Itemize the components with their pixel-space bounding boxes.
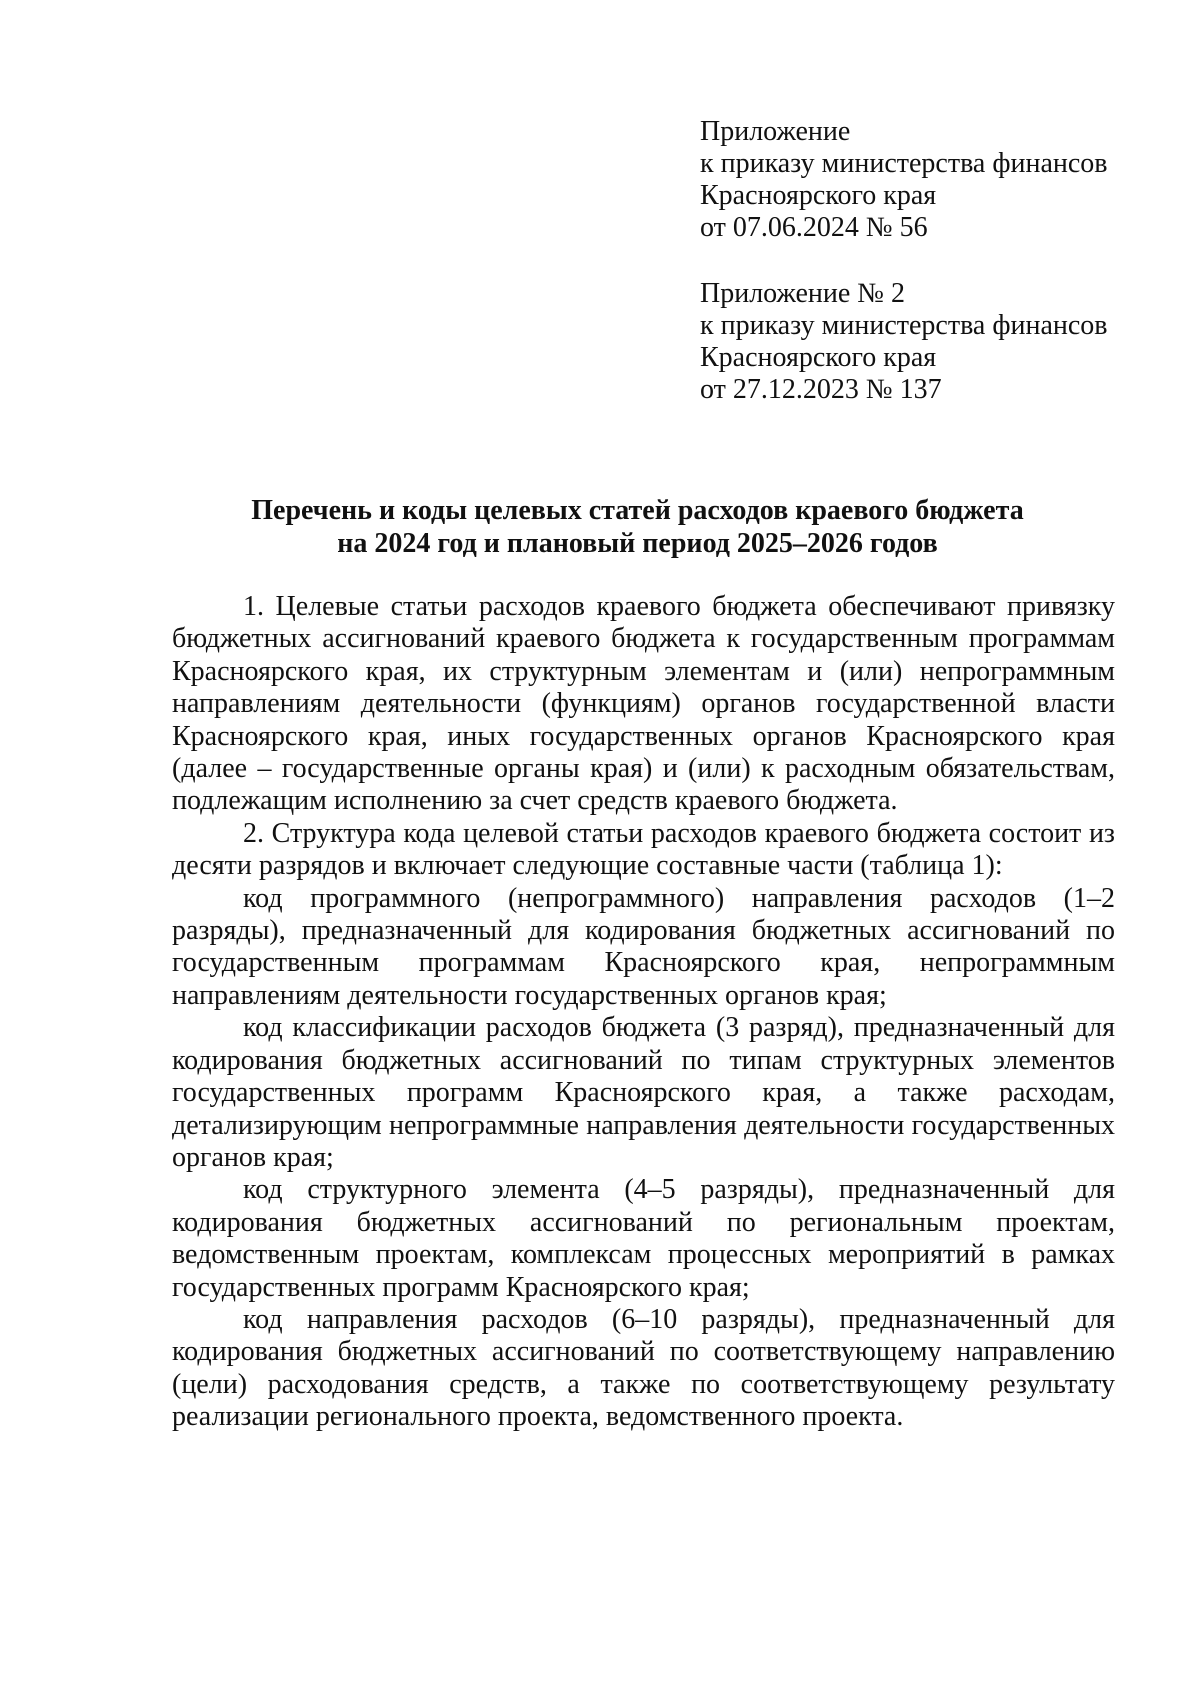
document-title-line-2: на 2024 год и плановый период 2025–2026 годов xyxy=(337,528,938,559)
paragraph-1: 1. Целевые статьи расходов краевого бюджета обеспечивают привязку бюджетных ассигнований краевого бюджета к государственным программам Красноярского края, их структурным элементам и (или) непрограммным направлениям деятельности (функциям) органов государственной власти Красноярского края, иных государственных органов Красноярского края (далее – государственные органы края) и (или) к расходным обязательствам, подлежащим исполнению за счет средств краевого бюджета. xyxy=(172,591,1115,817)
appendix-current-line-3: Красноярского края xyxy=(700,180,937,211)
appendix-current-line-1: Приложение xyxy=(700,116,851,147)
document-body xyxy=(172,591,1115,1434)
appendix-current-line-2: к приказу министерства финансов xyxy=(700,148,1108,179)
document-title xyxy=(160,494,1115,560)
paragraph-6: код направления расходов (6–10 разряды), предназначенный для кодирования бюджетных ассигнований по соответствующему направлению (цели) расходования средств, а также по соответствующему результату реализации регионального проекта, ведомственного проекта. xyxy=(172,1303,1115,1433)
paragraph-4: код классификации расходов бюджета (3 разряд), предназначенный для кодирования бюджетных ассигнований по типам структурных элементов государственных программ Красноярского края, а также расходам, детализирующим непрограммные направления деятельности государственных органов края; xyxy=(172,1012,1115,1173)
appendix-previous-line-4: от 27.12.2023 № 137 xyxy=(700,374,942,405)
document-title-line-1: Перечень и коды целевых статей расходов краевого бюджета xyxy=(251,495,1024,526)
appendix-previous-line-3: Красноярского края xyxy=(700,342,937,373)
appendix-previous-line-2: к приказу министерства финансов xyxy=(700,310,1108,341)
paragraph-5: код структурного элемента (4–5 разряды), предназначенный для кодирования бюджетных ассигнований по региональным проектам, ведомственным проектам, комплексам процессных мероприятий в рамках государственных программ Красноярского края; xyxy=(172,1174,1115,1303)
paragraph-2: 2. Структура кода целевой статьи расходов краевого бюджета состоит из десяти разрядов и включает следующие составные части (таблица 1): xyxy=(172,817,1115,882)
appendix-previous-line-1: Приложение № 2 xyxy=(700,278,905,309)
paragraph-3: код программного (непрограммного) направления расходов (1–2 разряды), предназначенный для кодирования бюджетных ассигнований по государственным программам Красноярского края, непрограммным направлениям деятельности государственных органов края; xyxy=(172,882,1115,1011)
appendix-current-line-4: от 07.06.2024 № 56 xyxy=(700,212,928,243)
appendix-previous-header xyxy=(700,278,1170,406)
appendix-current-header xyxy=(700,116,1170,244)
